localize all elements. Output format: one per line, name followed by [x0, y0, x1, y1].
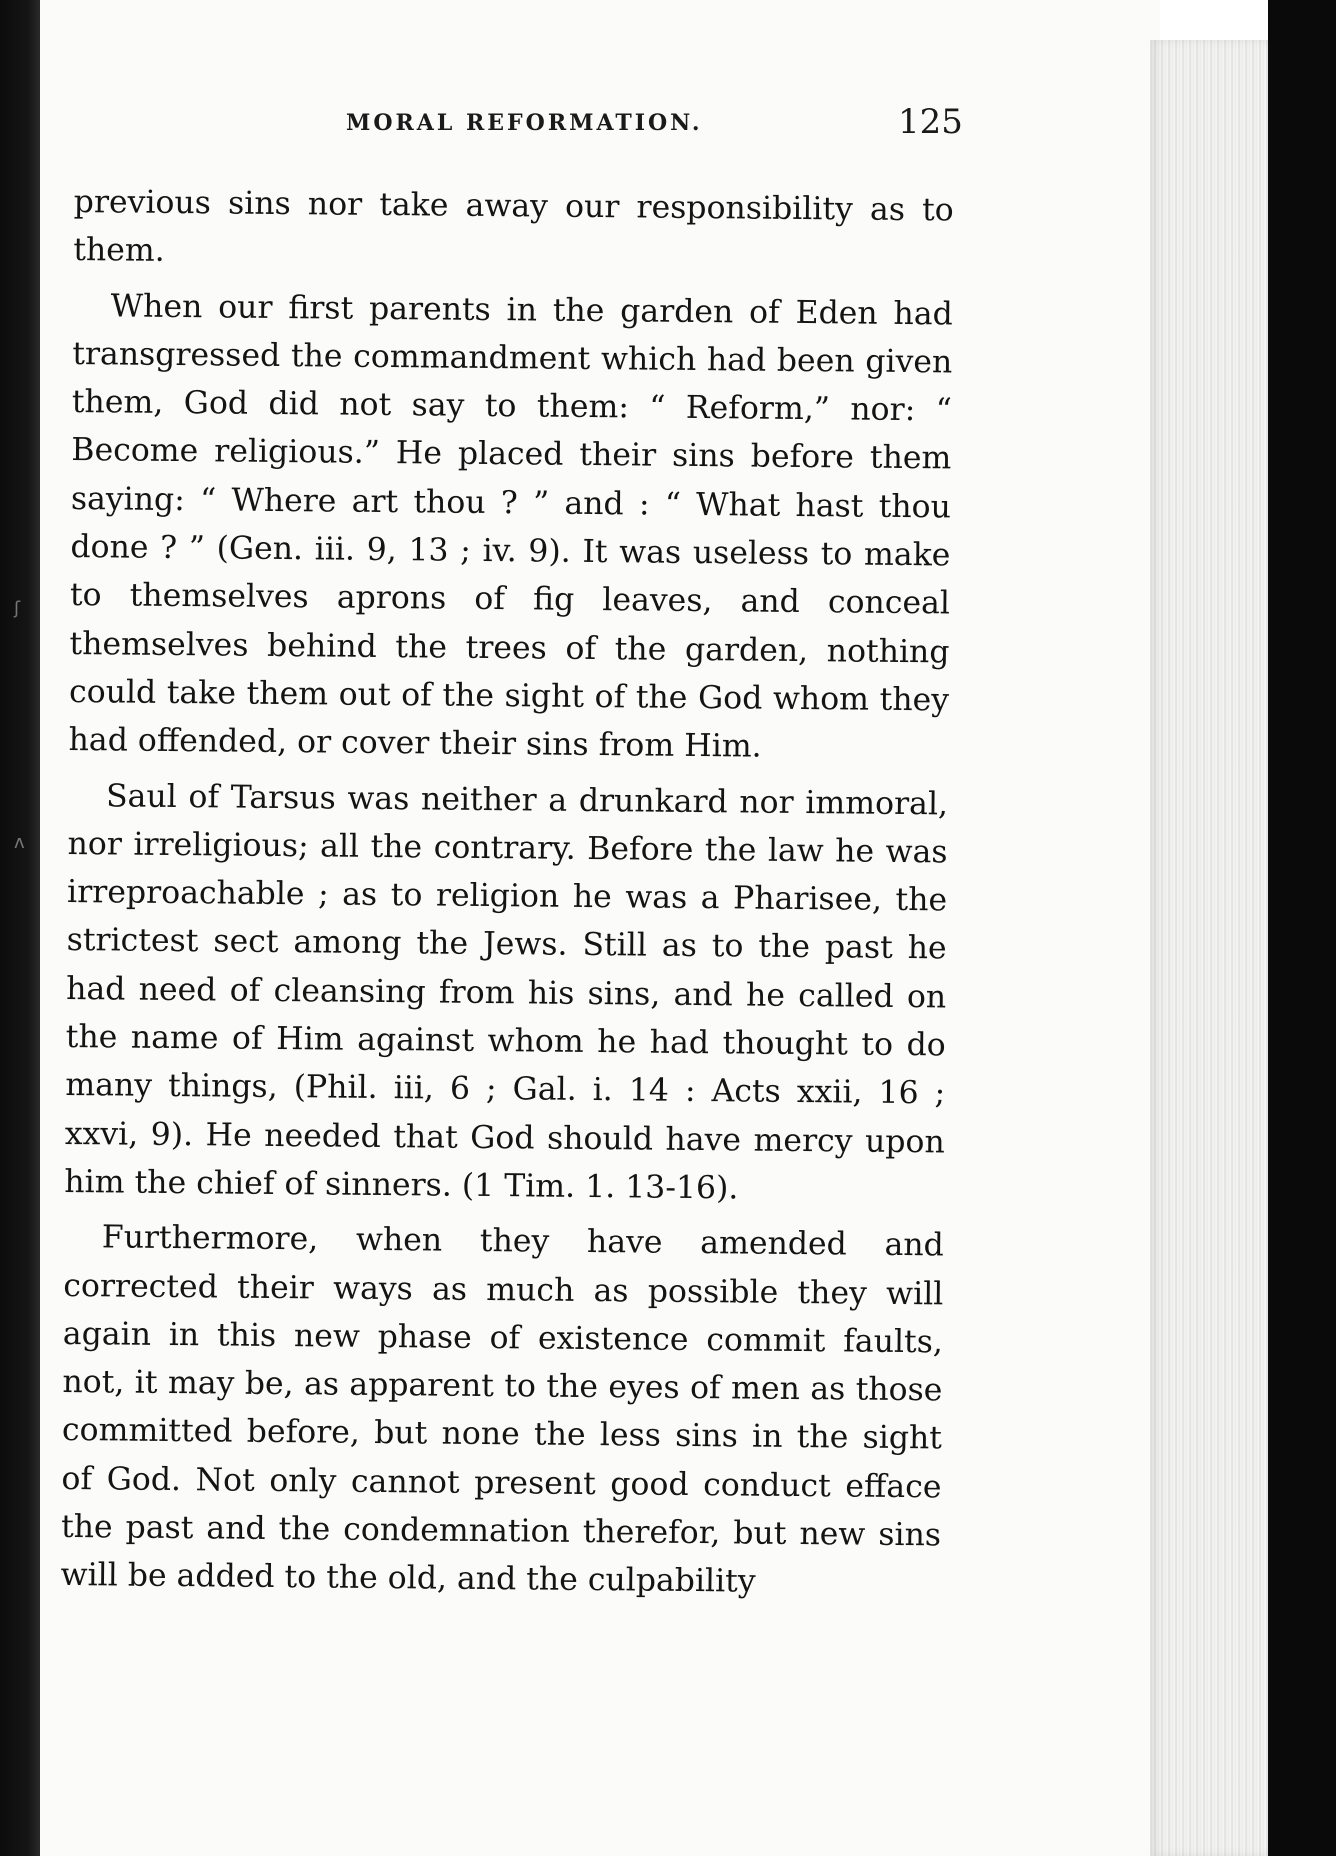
paragraph-saul: Saul of Tarsus was neither a drunkard nor immoral, nor irreligious; all the contrary. Before the law he was irreproachable ; as to religion he was a Pharisee, the strictest sect among the Jews. Still as to the past he had need of cleansing from his sins, and he called on the name of Him against whom he had thought to do many things, (Phil. iii, 6 ; Gal. i. 14 : Acts xxii, 16 ; xxvi, 9). He needed that God should have mercy upon him the chief of sinners. (1 Tim. 1. 13-16). — [64, 777, 949, 1207]
paragraph-continued: previous sins nor take away our responsibility as to them. — [73, 183, 954, 270]
page-edges-right — [1150, 40, 1270, 1856]
scanner-background — [1268, 0, 1336, 1856]
running-head-title: MORAL REFORMATION. — [346, 110, 703, 136]
paragraph-furthermore: Furthermore, when they have amended and corrected their ways as much as possible they will again in this new phase of existence commit faults, not, it may be, as apparent to the eyes of men as those committed before, but none the less sins in the sight of God. Not only cannot present good conduct efface the past and the condemnation therefor, but new sins will be added to the old, and the culpability — [60, 1219, 944, 1600]
margin-mark: ʌ — [14, 832, 25, 853]
page-number: 125 — [898, 102, 963, 142]
body-text — [60, 178, 954, 1608]
paragraph-eden: When our first parents in the garden of Eden had transgressed the commandment which had been given them, God did not say to them: “ Reform,” nor: “ Become religious.” He placed their sins before them saying: “ Where art thou ? ” and : “ What hast thou done ? ” (Gen. iii. 9, 13 ; iv. 9). It was useless to make to themselves aprons of fig leaves, and conceal themselves behind the trees of the garden, nothing could take them out of the sight of the God whom they had offended, or cover their sins from Him. — [68, 287, 953, 765]
margin-mark: ʃ — [14, 598, 21, 619]
running-head — [60, 102, 963, 144]
book-binding-left — [0, 0, 40, 1856]
